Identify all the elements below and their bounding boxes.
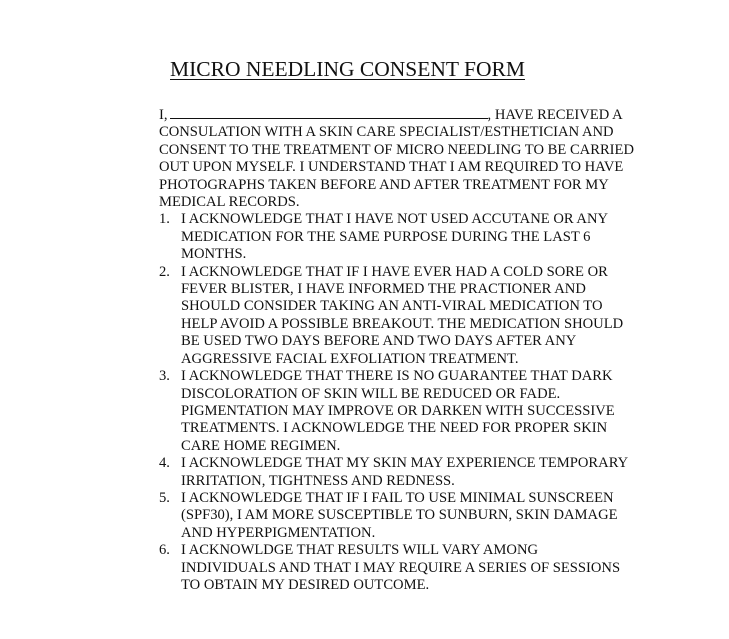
acknowledgement-item: [159, 542, 679, 594]
item-line: MEDICATION FOR THE SAME PURPOSE DURING THE LAST 6: [181, 228, 591, 245]
acknowledgement-item: [159, 490, 679, 542]
acknowledgement-list: [159, 211, 679, 594]
item-number: 5.: [159, 489, 170, 506]
item-line: BE USED TWO DAYS BEFORE AND TWO DAYS AFTER ANY: [181, 333, 577, 350]
item-line: I ACKNOWLEDGE THAT THERE IS NO GUARANTEE THAT DARK: [181, 368, 613, 385]
item-line: MONTHS.: [181, 246, 247, 263]
item-line: CARE HOME REGIMEN.: [181, 437, 341, 454]
item-line: I ACKNOWLDGE THAT RESULTS WILL VARY AMONG: [181, 542, 539, 559]
item-line: HELP AVOID A POSSIBLE BREAKOUT. THE MEDICATION SHOULD: [181, 315, 624, 332]
intro-prefix: I,: [159, 107, 168, 123]
acknowledgement-item: [159, 211, 679, 263]
intro-line: MEDICAL RECORDS.: [159, 194, 300, 211]
intro-line: PHOTOGRAPHS TAKEN BEFORE AND AFTER TREATMENT FOR MY: [159, 176, 609, 193]
intro-line: CONSENT TO THE TREATMENT OF MICRO NEEDLING TO BE CARRIED: [159, 141, 635, 158]
item-line: I ACKNOWLEDGE THAT IF I FAIL TO USE MINIMAL SUNSCREEN: [181, 489, 614, 506]
item-number: 1.: [159, 211, 170, 228]
item-line: FEVER BLISTER, I HAVE INFORMED THE PRACTIONER AND: [181, 281, 586, 298]
form-body: [159, 106, 679, 594]
item-number: 2.: [159, 263, 170, 280]
item-line: TREATMENTS. I ACKNOWLEDGE THE NEED FOR PROPER SKIN: [181, 420, 608, 437]
acknowledgement-item: [159, 264, 679, 368]
item-line: (SPF30), I AM MORE SUSCEPTIBLE TO SUNBURN, SKIN DAMAGE: [181, 507, 618, 524]
item-line: AND HYPERPIGMENTATION.: [181, 524, 376, 541]
item-line: I ACKNOWLEDGE THAT I HAVE NOT USED ACCUTANE OR ANY: [181, 211, 609, 228]
form-title: MICRO NEEDLING CONSENT FORM: [170, 57, 525, 81]
intro-first-line: [159, 106, 679, 124]
item-line: I ACKNOWLEDGE THAT MY SKIN MAY EXPERIENCE TEMPORARY: [181, 455, 629, 472]
item-number: 3.: [159, 368, 170, 385]
item-line: AGGRESSIVE FACIAL EXFOLIATION TREATMENT.: [181, 350, 519, 367]
item-line: IRRITATION, TIGHTNESS AND REDNESS.: [181, 472, 455, 489]
item-line: INDIVIDUALS AND THAT I MAY REQUIRE A SERIES OF SESSIONS: [181, 559, 621, 576]
acknowledgement-item: [159, 455, 679, 490]
item-line: PIGMENTATION MAY IMPROVE OR DARKEN WITH SUCCESSIVE: [181, 402, 615, 419]
acknowledgement-item: [159, 368, 679, 455]
item-number: 6.: [159, 542, 170, 559]
intro-line: OUT UPON MYSELF. I UNDERSTAND THAT I AM REQUIRED TO HAVE: [159, 159, 624, 176]
item-line: TO OBTAIN MY DESIRED OUTCOME.: [181, 576, 430, 593]
item-line: SHOULD CONSIDER TAKING AN ANTI-VIRAL MEDICATION TO: [181, 298, 603, 315]
name-blank-field[interactable]: [170, 106, 488, 119]
intro-line: CONSULATION WITH A SKIN CARE SPECIALIST/ESTHETICIAN AND: [159, 124, 614, 141]
intro-suffix: , HAVE RECEIVED A: [487, 107, 623, 123]
item-number: 4.: [159, 455, 170, 472]
item-line: DISCOLORATION OF SKIN WILL BE REDUCED OR FADE.: [181, 385, 561, 402]
item-line: I ACKNOWLEDGE THAT IF I HAVE EVER HAD A COLD SORE OR: [181, 263, 608, 280]
